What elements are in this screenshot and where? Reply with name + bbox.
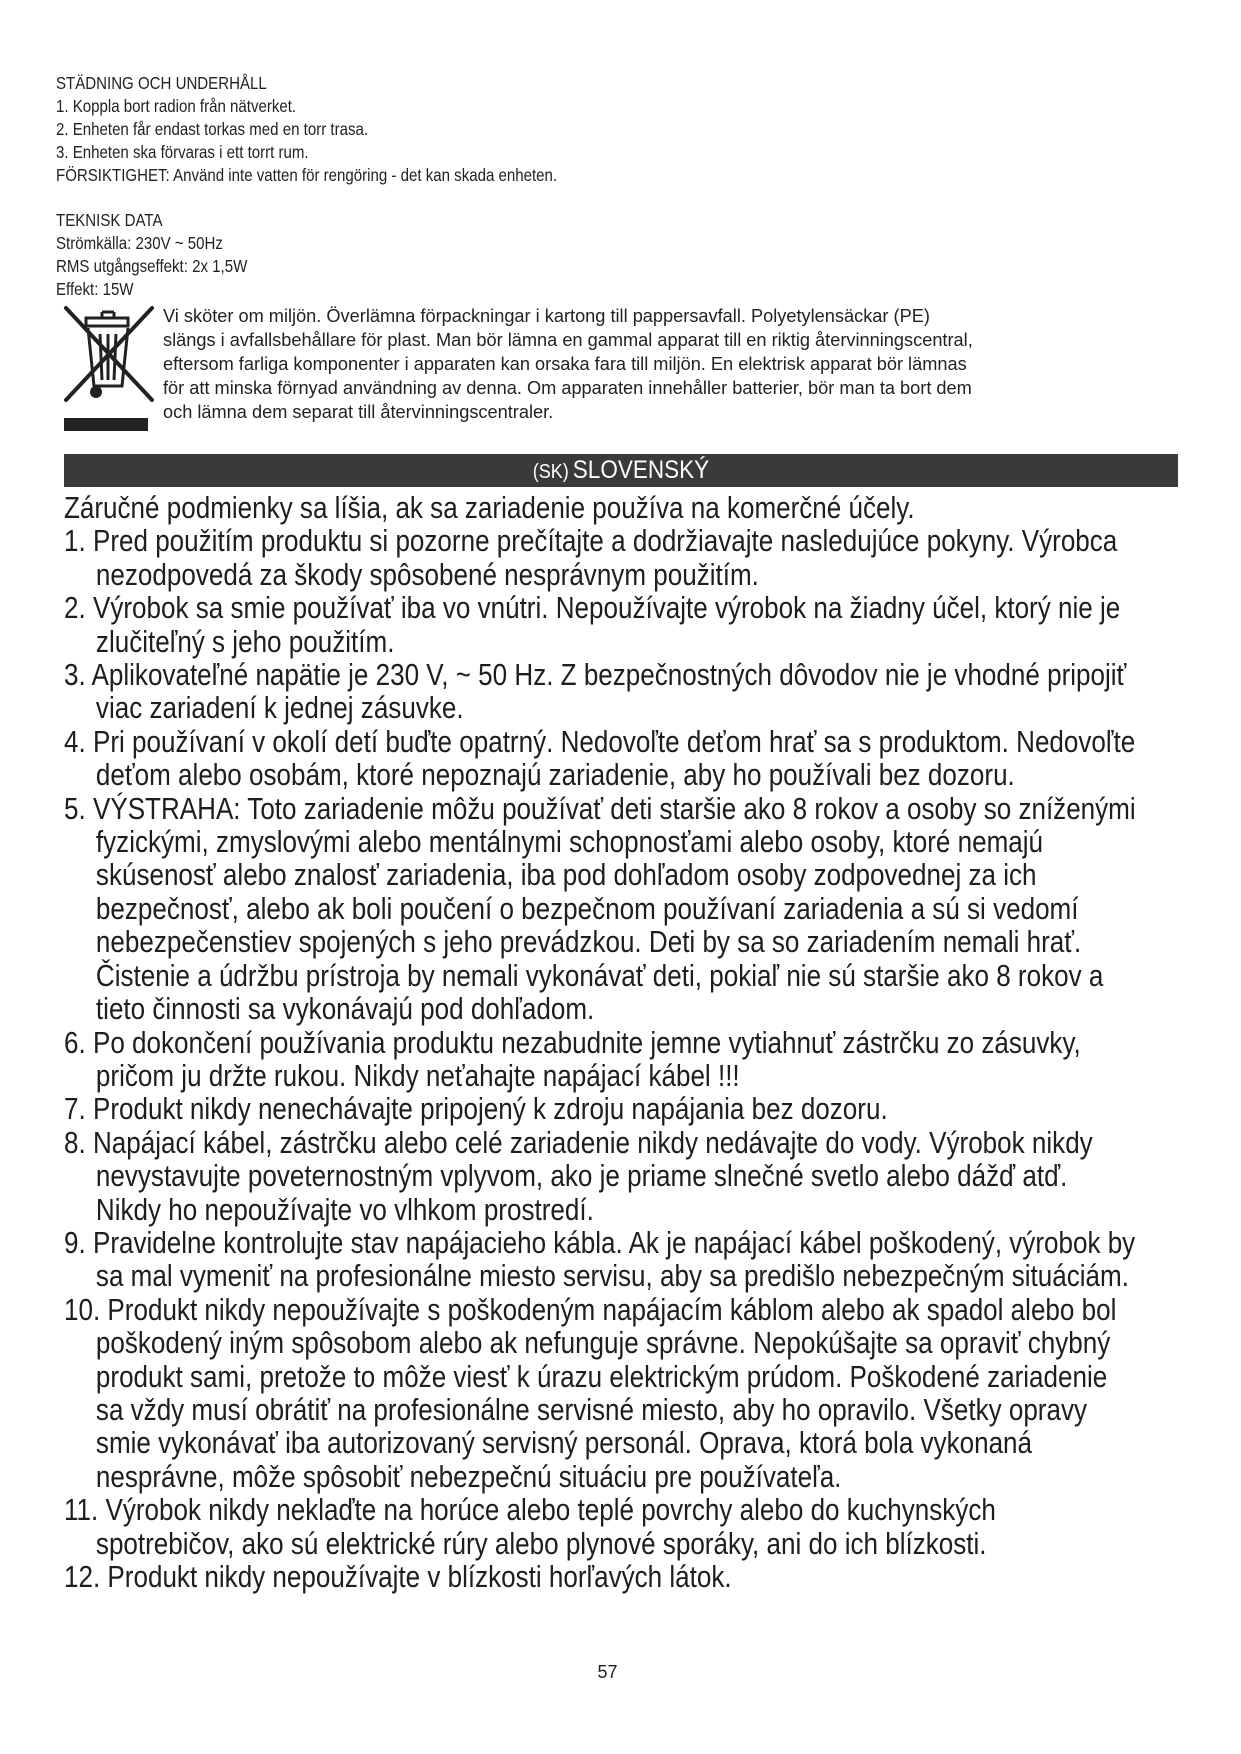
swedish-section bbox=[56, 72, 1176, 301]
instruction-line: Nikdy ho nepoužívajte vo vlhkom prostredí. bbox=[95, 1191, 594, 1227]
language-title: SLOVENSKÝ bbox=[572, 456, 710, 484]
instruction-line: nezodpovedá za škody spôsobené nesprávnym použitím. bbox=[95, 556, 759, 592]
instruction-line: skúsenosť alebo znalosť zariadenia, iba pod dohľadom osoby zodpovednej za ich bbox=[95, 857, 1037, 893]
tech-data-item: Effekt: 15W bbox=[56, 279, 134, 299]
instruction-line: Čistenie a údržbu prístroja by nemali vykonávať deti, pokiaľ nie sú staršie ako 8 rokov a bbox=[95, 957, 1104, 993]
environment-line: slängs i avfallsbehållare för plast. Man bör lämna en gammal apparat till en riktig återvinningscentral, bbox=[163, 330, 973, 350]
cleaning-step: 2. Enheten får endast torkas med en torr trasa. bbox=[56, 119, 369, 139]
tech-data-item: RMS utgångseffekt: 2x 1,5W bbox=[56, 256, 248, 276]
instruction-line: zlučiteľný s jeho použitím. bbox=[95, 623, 395, 659]
environment-line: och lämna dem separat till återvinningscentraler. bbox=[163, 402, 554, 422]
caution-note: FÖRSIKTIGHET: Använd inte vatten för rengöring - det kan skada enheten. bbox=[56, 165, 558, 185]
cleaning-heading: STÄDNING OCH UNDERHÅLL bbox=[56, 73, 267, 93]
instruction-line: 4. Pri používaní v okolí detí buďte opatrný. Nedovoľte deťom hrať sa s produktom. Nedovoľte bbox=[64, 723, 1136, 759]
instruction-line: 12. Produkt nikdy nepoužívajte v blízkosti horľavých látok. bbox=[64, 1559, 732, 1594]
instruction-line: 7. Produkt nikdy nenechávajte pripojený k zdroju napájania bez dozoru. bbox=[64, 1091, 888, 1127]
instruction-line: smie vykonávať iba autorizovaný servisný personál. Oprava, ktorá bola vykonaná bbox=[95, 1425, 1033, 1461]
instruction-line: nebezpečenstiev spojených s jeho prevádzkou. Deti by sa so zariadením nemali hrať. bbox=[95, 924, 1082, 960]
instruction-line: 3. Aplikovateľné napätie je 230 V, ~ 50 Hz. Z bezpečnostných dôvodov nie je vhodné pripojiť bbox=[64, 657, 1127, 693]
instruction-line: fyzickými, zmyslovými alebo mentálnymi schopnosťami alebo osoby, ktoré nemajú bbox=[95, 824, 1044, 860]
instruction-line: nevystavujte poveternostným vplyvom, ako je priame slnečné svetlo alebo dážď atď. bbox=[95, 1158, 1068, 1194]
instruction-line: poškodený iným spôsobom alebo ak nefunguje správne. Nepokúšajte sa opraviť chybný bbox=[95, 1325, 1111, 1361]
instruction-line: 1. Pred použitím produktu si pozorne prečítajte a dodržiavajte nasledujúce pokyny. Výrobca bbox=[64, 523, 1118, 559]
instruction-line: 2. Výrobok sa smie používať iba vo vnútri. Nepoužívajte výrobok na žiadny účel, ktorý nie je bbox=[64, 590, 1121, 626]
environment-notice bbox=[163, 304, 1183, 424]
cleaning-step: 3. Enheten ska förvaras i ett torrt rum. bbox=[56, 142, 309, 162]
slovak-section bbox=[64, 491, 1214, 1593]
instruction-line: bezpečnosť, alebo ak boli poučení o bezpečnom používaní zariadenia a sú si vedomí bbox=[95, 890, 1079, 926]
instruction-line: viac zariadení k jednej zásuvke. bbox=[95, 690, 464, 726]
tech-data-heading: TEKNISK DATA bbox=[56, 210, 163, 230]
instruction-line: sa vždy musí obrátiť na profesionálne servisné miesto, aby ho opravilo. Všetky opravy bbox=[95, 1391, 1088, 1427]
tech-data-item: Strömkälla: 230V ~ 50Hz bbox=[56, 233, 223, 253]
section-banner bbox=[64, 454, 1178, 487]
instruction-line: 8. Napájací kábel, zástrčku alebo celé zariadenie nikdy nedávajte do vody. Výrobok nikdy bbox=[64, 1124, 1093, 1160]
language-code: (SK) bbox=[532, 461, 569, 483]
instruction-line: sa mal vymeniť na profesionálne miesto servisu, aby sa predišlo nebezpečným situáciám. bbox=[95, 1258, 1129, 1294]
instruction-line: 9. Pravidelne kontrolujte stav napájacieho kábla. Ak je napájací kábel poškodený, výrobok by bbox=[64, 1224, 1136, 1260]
instruction-line: deťom alebo osobám, ktoré nepoznajú zariadenie, aby ho používali bez dozoru. bbox=[95, 757, 1015, 793]
instruction-line: pričom ju držte rukou. Nikdy neťahajte napájací kábel !!! bbox=[95, 1057, 740, 1093]
page-number: 57 bbox=[597, 1662, 618, 1682]
environment-line: för att minska förnyad användning av denna. Om apparaten innehåller batterier, bör man ta bort dem bbox=[163, 378, 972, 398]
instruction-line: nesprávne, môže spôsobiť nebezpečnú situáciu pre používateľa. bbox=[95, 1458, 842, 1494]
environment-line: Vi sköter om miljön. Överlämna förpackningar i kartong till pappersavfall. Polyetylensäckar (PE) bbox=[163, 306, 930, 326]
instruction-line: produkt sami, pretože to môže viesť k úrazu elektrickým prúdom. Poškodené zariadenie bbox=[95, 1358, 1108, 1394]
environment-line: eftersom farliga komponenter i apparaten kan orsaka fara till miljön. En elektrisk apparat bör lämnas bbox=[163, 354, 967, 374]
cleaning-step: 1. Koppla bort radion från nätverket. bbox=[56, 96, 297, 116]
instruction-line: 6. Po dokončení používania produktu nezabudnite jemne vytiahnuť zástrčku zo zásuvky, bbox=[64, 1024, 1081, 1060]
instruction-line: 5. VÝSTRAHA: Toto zariadenie môžu používať deti staršie ako 8 rokov a osoby so zníženými bbox=[64, 790, 1136, 826]
instruction-line: spotrebičov, ako sú elektrické rúry alebo plynové sporáky, ani do ich blízkosti. bbox=[95, 1525, 987, 1561]
warranty-note: Záručné podmienky sa líšia, ak sa zariadenie používa na komerčné účely. bbox=[64, 490, 915, 525]
instruction-line: tieto činnosti sa vykonávajú pod dohľadom. bbox=[95, 991, 595, 1027]
instruction-line: 10. Produkt nikdy nepoužívajte s poškodeným napájacím káblom alebo ak spadol alebo bol bbox=[64, 1291, 1117, 1327]
instruction-line: 11. Výrobok nikdy neklaďte na horúce alebo teplé povrchy alebo do kuchynských bbox=[64, 1492, 996, 1528]
crossed-out-wheelie-bin-icon bbox=[62, 302, 158, 432]
